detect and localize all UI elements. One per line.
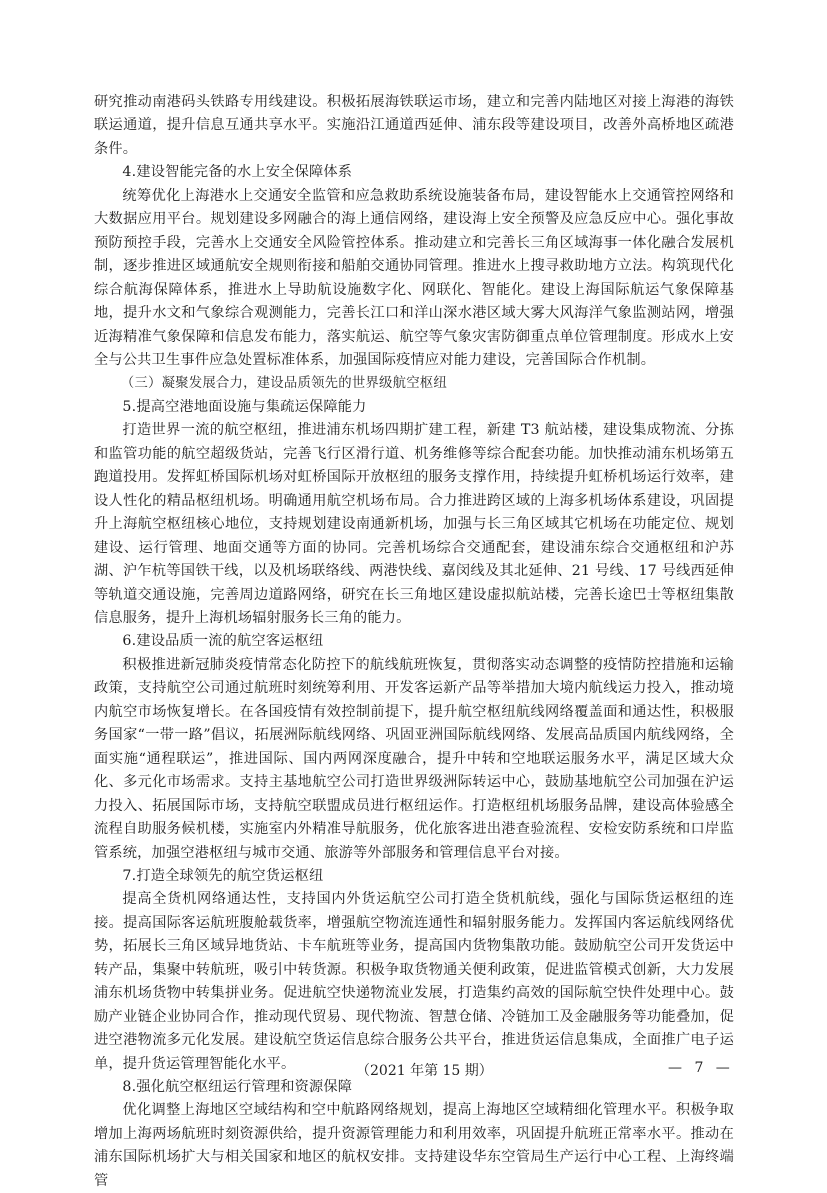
issue-label: （2021 年第 15 期）	[356, 1063, 493, 1079]
paragraph-passenger-hub: 积极推进新冠肺炎疫情常态化防控下的航线航班恢复，贯彻落实动态调整的疫情防控措施和运输政策，支持航空公司通过航班时刻统筹利用、开发客运新产品等举措加大境内航线运力投入，推动境内航空市场恢复增长。在各国疫情有效控制前提下，提升航空枢纽航线网络覆盖面和通达性，积极服务国家“一带一路”倡议，拓展洲际航线网络、巩固亚洲国际航线网络、发展高品质国内航线网络，全面实施“通程联运”，推进国际、国内两网深度融合，提升中转和空地联运服务水平，满足区域大众化、多元化市场需求。支持主基地航空公司打造世界级洲际转运中心，鼓励基地航空公司加强在沪运力投入、拓展国际市场，支持航空联盟成员进行枢纽运作。打造枢纽机场服务品牌，建设高体验感全流程自助服务候机楼，实施室内外精准导航服务，优化旅客进出港查验流程、安检安防系统和口岸监管系统，加强空港枢纽与城市交通、旅游等外部服务和管理信息平台对接。	[94, 656, 734, 861]
section-heading-4: 4.建设智能完备的水上安全保障体系	[122, 164, 353, 181]
paragraph-water-safety: 统筹优化上海港水上交通安全监管和应急救助系统设施装备布局，建设智能水上交通管控网络和大数据应用平台。规划建设多网融合的海上通信网络，建设海上安全预警及应急反应中心。强化事故预防预控手段，完善水上交通安全风险管控体系。推动建立和完善长三角区域海事一体化融合发展机制，逐步推进区域通航安全规则衔接和船舶交通协同管理。推进水上搜寻救助地方立法。构筑现代化综合航海保障体系，推进水上导助航设施数字化、网联化、智能化。建设上海国际航运气象保障基地，提升水文和气象综合观测能力，完善长江口和洋山深水港区域大雾大风海洋气象监测站网，增强近海精准气象保障和信息发布能力，落实航运、航空等气象灾害防御重点单位管理制度。形成水上安全与公共卫生事件应急处置标准体系，加强国际疫情应对能力建设，完善国际合作机制。	[94, 187, 734, 368]
paragraph-airport-ground: 打造世界一流的航空枢纽，推进浦东机场四期扩建工程，新建 T3 航站楼，建设集成物流、分拣和监管功能的航空超级货站，完善飞行区滑行道、机务维修等综合配套功能。加快推动浦东机场第五跑道投用。发挥虹桥国际机场对虹桥国际开放枢纽的服务支撑作用，持续提升虹桥机场运行效率，建设人性化的精品枢纽机场。明确通用航空机场布局。合力推进跨区域的上海多机场体系建设，巩固提升上海航空枢纽核心地位，支持规划建设南通新机场，加强与长三角区域其它机场在功能定位、规划建设、运行管理、地面交通等方面的协同。完善机场综合交通配套，建设浦东综合交通枢纽和沪苏湖、沪乍杭等国铁干线，以及机场联络线、两港快线、嘉闵线及其北延伸、21 号线、17 号线西延伸等轨道交通设施，完善周边道路网络，研究在长三角地区建设虚拟航站楼，完善长途巴士等枢纽集散信息服务，提升上海机场辐射服务长三角的能力。	[94, 422, 734, 626]
page-footer	[0, 1060, 827, 1084]
section-heading-5: 5.提高空港地面设施与集疏运保障能力	[122, 398, 367, 415]
paragraph-cargo-hub: 提高全货机网络通达性，支持国内外货运航空公司打造全货机航线，强化与国际货运枢纽的连接。提高国际客运航班腹舱载货率，增强航空物流连通性和辐射服务能力。发挥国内客运航线网络优势，拓展长三角区域异地货站、卡车航班等业务，提高国内货物集散功能。鼓励航空公司开发货运中转产品，集聚中转航班，吸引中转货源。积极争取货物通关便利政策，促进监管模式创新，大力发展浦东机场货物中转集拼业务。促进航空快递物流业发展，打造集约高效的国际航空快件处理中心。鼓励产业链企业协同合作，推动现代贸易、现代物流、智慧仓储、冷链加工及金融服务等功能叠加，促进空港物流多元化发展。建设航空货运信息综合服务公共平台，推进货运信息集成，全面推广电子运单，提升货运管理智能化水平。	[94, 891, 734, 1072]
document-body	[94, 91, 734, 1193]
section-heading-7: 7.打造全球领先的航空货运枢纽	[122, 867, 324, 884]
paragraph-continued: 研究推动南港码头铁路专用线建设。积极拓展海铁联运市场，建立和完善内陆地区对接上海港的海铁联运通道，提升信息互通共享水平。实施沿江通道西延伸、浦东段等建设项目，改善外高桥地区疏港条件。	[94, 94, 734, 157]
page-number: — 7 —	[668, 1060, 734, 1076]
section-heading-6: 6.建设品质一流的航空客运枢纽	[122, 633, 324, 650]
section-heading-8: 8.强化航空枢纽运行管理和资源保障	[122, 1079, 353, 1096]
chapter-subheading-3: （三）凝聚发展合力，建设品质领先的世界级航空枢纽	[120, 376, 447, 392]
paragraph-operations: 优化调整上海地区空域结构和空中航路网络规划，提高上海地区空域精细化管理水平。积极争取增加上海两场航班时刻资源供给，提升资源管理能力和利用效率，巩固提升航班正常率水平。推动在浦东国际机场扩大与相关国家和地区的航权安排。支持建设华东空管局生产运行中心工程、上海终端管	[94, 1102, 734, 1189]
